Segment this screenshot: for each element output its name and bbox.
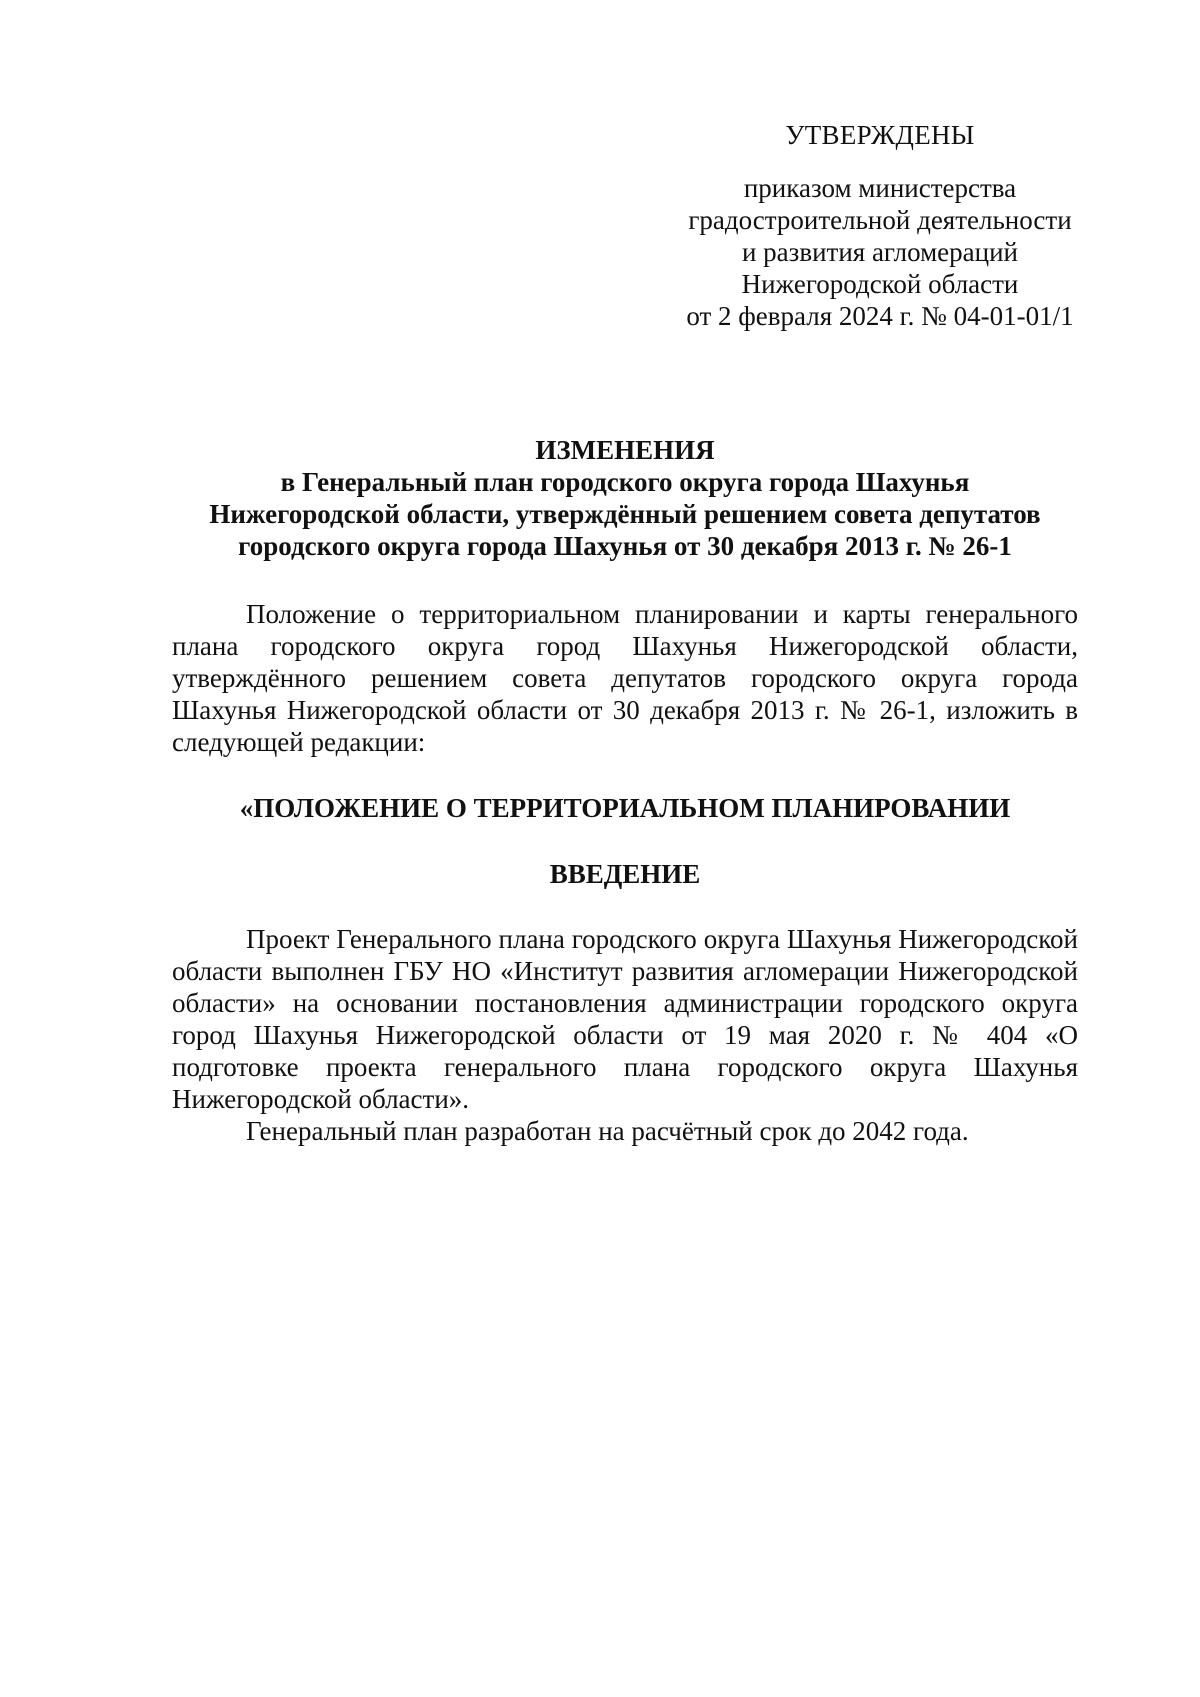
approval-line-date-number: от 2 февраля 2024 г. № 04-01-01/1 (686, 301, 1074, 331)
intro-paragraph: Положение о территориальном планировании и карты генерального плана городского округа город Шахунья Нижегородской области, утверждённого решением совета депутатов городского округа города Шахунья Нижегородской области от 30 декабря 2013 г. № 26-1, изложить в следующей редакции: (172, 599, 1078, 757)
term-paragraph: Генеральный план разработан на расчётный срок до 2042 года. (246, 1116, 969, 1146)
approval-line-agglomeration: и развития агломераций (741, 237, 1018, 267)
approval-line-order: приказом министерства (743, 173, 1017, 203)
document-title (172, 434, 1078, 562)
body-paragraph: Проект Генерального плана городского округа Шахунья Нижегородской области выполнен ГБУ НО «Институт развития агломерации Нижегородской области» на основании постановления администрации городского округа город Шахунья Нижегородской области от 19 мая 2020 г. № 404 «О подготовке проекта генерального плана городского округа Шахунья Нижегородской области». (172, 924, 1078, 1114)
approval-title: УТВЕРЖДЕНЫ (785, 120, 975, 150)
subsection-heading: ВВЕДЕНИЕ (549, 859, 701, 889)
document-title-heading: ИЗМЕНЕНИЯ (535, 435, 715, 465)
document-title-line-3: городского округа города Шахунья от 30 декабря 2013 г. № 26-1 (238, 531, 1012, 561)
approval-line-ministry: градостроительной деятельности (688, 205, 1072, 235)
document-title-line-2: Нижегородской области, утверждённый решением совета депутатов (209, 499, 1041, 529)
approval-line-region: Нижегородской области (741, 269, 1019, 299)
approval-stamp-block (670, 118, 1090, 332)
document-title-line-1: в Генеральный план городского округа города Шахунья (280, 467, 970, 497)
section-heading: «ПОЛОЖЕНИЕ О ТЕРРИТОРИАЛЬНОМ ПЛАНИРОВАНИИ (239, 793, 1011, 823)
